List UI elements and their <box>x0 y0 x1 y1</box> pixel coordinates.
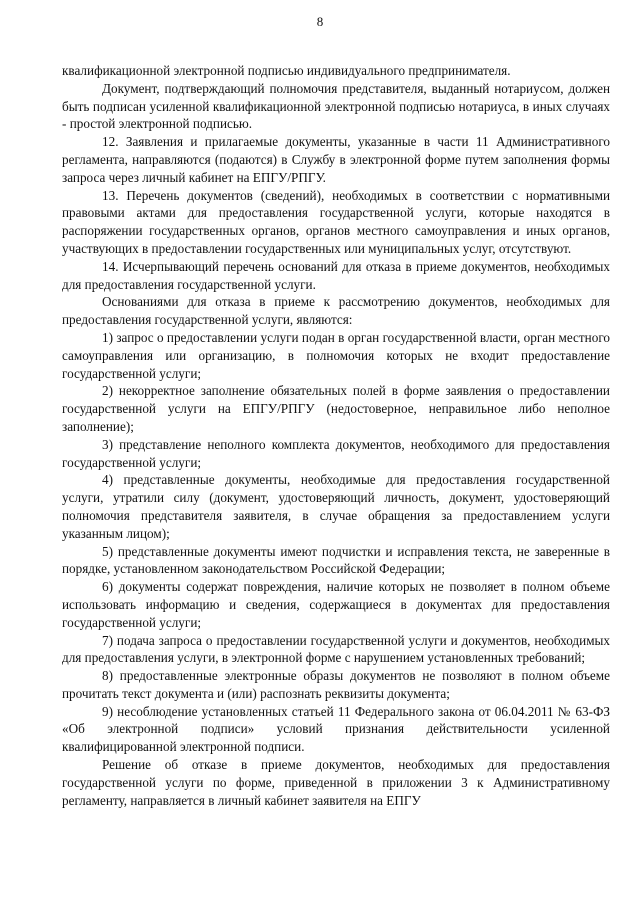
paragraph: 13. Перечень документов (сведений), необходимых в соответствии с нормативными правовыми актами для предоставления государственной услуги, которые находятся в распоряжении государственных органов, органов местного самоуправления и иных органов, участвующих в предоставлении государственных или муниципальных услуг, отсутствуют. <box>62 187 610 256</box>
paragraph: Решение об отказе в приеме документов, необходимых для предоставления государственной услуги по форме, приведенной в приложении 3 к Административному регламенту, направляется в личный кабинет заявителя на ЕПГУ <box>62 757 610 808</box>
document-body <box>62 62 610 809</box>
paragraph: Основаниями для отказа в приеме к рассмотрению документов, необходимых для предоставления государственной услуги, являются: <box>62 294 610 328</box>
list-item: 3) представление неполного комплекта документов, необходимого для предоставления государственной услуги; <box>62 436 610 470</box>
list-item: 1) запрос о предоставлении услуги подан в орган государственной власти, орган местного самоуправления или организацию, в полномочия которых не входит предоставление государственной услуги; <box>62 329 610 381</box>
list-item: 9) несоблюдение установленных статьей 11 Федерального закона от 06.04.2011 № 63-ФЗ «Об электронной подписи» условий признания действительности усиленной квалифицированной электронной подписи. <box>62 703 610 755</box>
list-item: 7) подача запроса о предоставлении государственной услуги и документов, необходимых для предоставления услуги, в электронной форме с нарушением установленных требований; <box>62 632 610 666</box>
list-item: 8) предоставленные электронные образы документов не позволяют в полном объеме прочитать текст документа и (или) распознать реквизиты документа; <box>62 668 610 701</box>
paragraph: 12. Заявления и прилагаемые документы, указанные в части 11 Административного регламента, направляются (подаются) в Службу в электронной форме путем заполнения формы запроса через личный кабинет на ЕПГУ/РПГУ. <box>62 134 610 185</box>
paragraph: квалификационной электронной подписью индивидуального предпринимателя. <box>62 63 511 78</box>
list-item: 6) документы содержат повреждения, наличие которых не позволяет в полном объеме использовать информацию и сведения, содержащиеся в документах для предоставления государственной услуги; <box>62 579 610 630</box>
paragraph: 14. Исчерпывающий перечень оснований для отказа в приеме документов, необходимых для предоставления государственной услуги. <box>62 258 610 292</box>
list-item: 2) некорректное заполнение обязательных полей в форме заявления о предоставлении государственной услуги на ЕПГУ/РПГУ (недостоверное, неправильное либо неполное заполнение); <box>62 383 610 434</box>
list-item: 5) представленные документы имеют подчистки и исправления текста, не заверенные в порядке, установленном законодательством Российской Федерации; <box>62 543 610 577</box>
paragraph: Документ, подтверждающий полномочия представителя, выданный нотариусом, должен быть подписан усиленной квалификационной электронной подписью нотариуса, в иных случаях - простой электронной подписью. <box>62 80 610 132</box>
list-item: 4) представленные документы, необходимые для предоставления государственной услуги, утратили силу (документ, удостоверяющий личность, документ, удостоверяющий полномочия представителя заявителя, в случае обращения за предоставлением услуги указанным лицом); <box>62 472 610 541</box>
page-number: 8 <box>316 14 324 29</box>
